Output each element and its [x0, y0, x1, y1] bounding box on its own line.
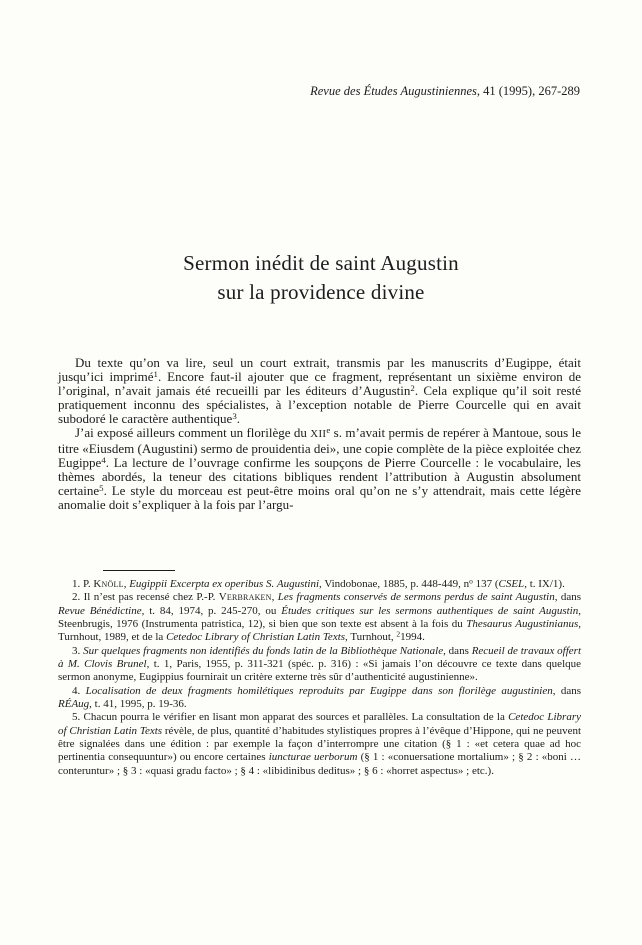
footnote-2: 2. Il n’est pas recensé chez P.-P. Verbraken, Les fragments conservés de sermons perdus de saint Augustin, dans Revue Bénédictine, t. 84, 1974, p. 245-270, ou Études critiques sur les sermons authentiques de saint Augustin, Steenbrugis, 1976 (Instrumenta patristica, 12), si bien que son texte est absent à la fois du Thesaurus Augustinianus, Turnhout, 1989, et de la Cetedoc Library of Christian Latin Texts, Turnhout, $^2$1994.	[58, 591, 582, 644]
footnote-separator	[103, 570, 175, 571]
article-title-line1: Sermon inédit de saint Augustin	[183, 251, 459, 275]
footnote-5: 5. Chacun pourra le vérifier en lisant mon apparat des sources et parallèles. La consultation de la Cetedoc Library of Christian Latin Texts révèle, de plus, quantité d’habitudes stylistiques propres à l’évêque d’Hippone, qui ne peuvent être signalées dans une édition : par exemple la façon d’interrompre une citation (§ 1 : «et cetera quae ad hoc pertinentia consequuntur») ou encore certaines iuncturae uerborum (§ 1 : «conuersatione mortalium» ; § 2 : «boni … conteruntur» ; § 3 : «quasi gradu facto» ; § 4 : «libidinibus deditus» ; § 6 : «horret aspectus» ; etc.).	[58, 711, 582, 777]
footnote-3: 3. Sur quelques fragments non identifiés du fonds latin de la Bibliothèque Nationale, dans Recueil de travaux offert à M. Clovis Brunel, t. 1, Paris, 1955, p. 311-321 (spéc. p. 316) : «Si jamais l’on découvre ce texte dans quelque sermon anonyme, Eugippius fournirait un critère externe très sûr d’authenticité augustinienne».	[58, 644, 582, 684]
body-paragraph-1: Du texte qu’on va lire, seul un court extrait, transmis par les manuscrits d’Eugippe, était jusqu’ici imprimé$^1$. Encore faut-il ajouter que ce fragment, représentant un sixième environ de l’original, n’avait jamais été recueilli par les éditeurs d’Augustin$^2$. Cela explique qu’il soit resté pratiquement inconnu des spécialistes, à l’exception notable de Pierre Courcelle qui en avait subodoré le caractère authentique$^3$.	[58, 355, 581, 427]
footnote-4: 4. Localisation de deux fragments homilétiques reproduits par Eugippe dans son florilège augustinien, dans RÉAug, t. 41, 1995, p. 19-36.	[58, 684, 581, 711]
footnote-1: 1. P. Knöll, Eugippii Excerpta ex operibus S. Augustini, Vindobonae, 1885, p. 448-449, $n^o$ 137 (CSEL, t. IX/1).	[72, 576, 565, 590]
journal-citation: Revue des Études Augustiniennes, 41 (1995), 267-289	[310, 84, 580, 98]
body-paragraph-2: J’ai exposé ailleurs comment un florilège du XIIe s. m’avait permis de repérer à Mantoue, sous le titre «Eiusdem (Augustini) sermo de prouidentia dei», une copie complète de la pièce exploitée chez Eugippe$^4$. La lecture de l’ouvrage confirme les soupçons de Pierre Courcelle : le vocabulaire, les thèmes abordés, la teneur des citations bibliques rendent l’attribution à Augustin absolument certaine$^5$. Le style du morceau est peut-être moins oral qu’on ne s’y attendrait, mais cette légère anomalie doit s’expliquer à la fois par l’argu-	[58, 425, 581, 512]
journal-header	[58, 84, 580, 99]
article-body	[58, 356, 581, 512]
article-title	[0, 249, 642, 306]
article-title-line2: sur la providence divine	[217, 279, 425, 304]
footnotes-block	[58, 578, 581, 778]
